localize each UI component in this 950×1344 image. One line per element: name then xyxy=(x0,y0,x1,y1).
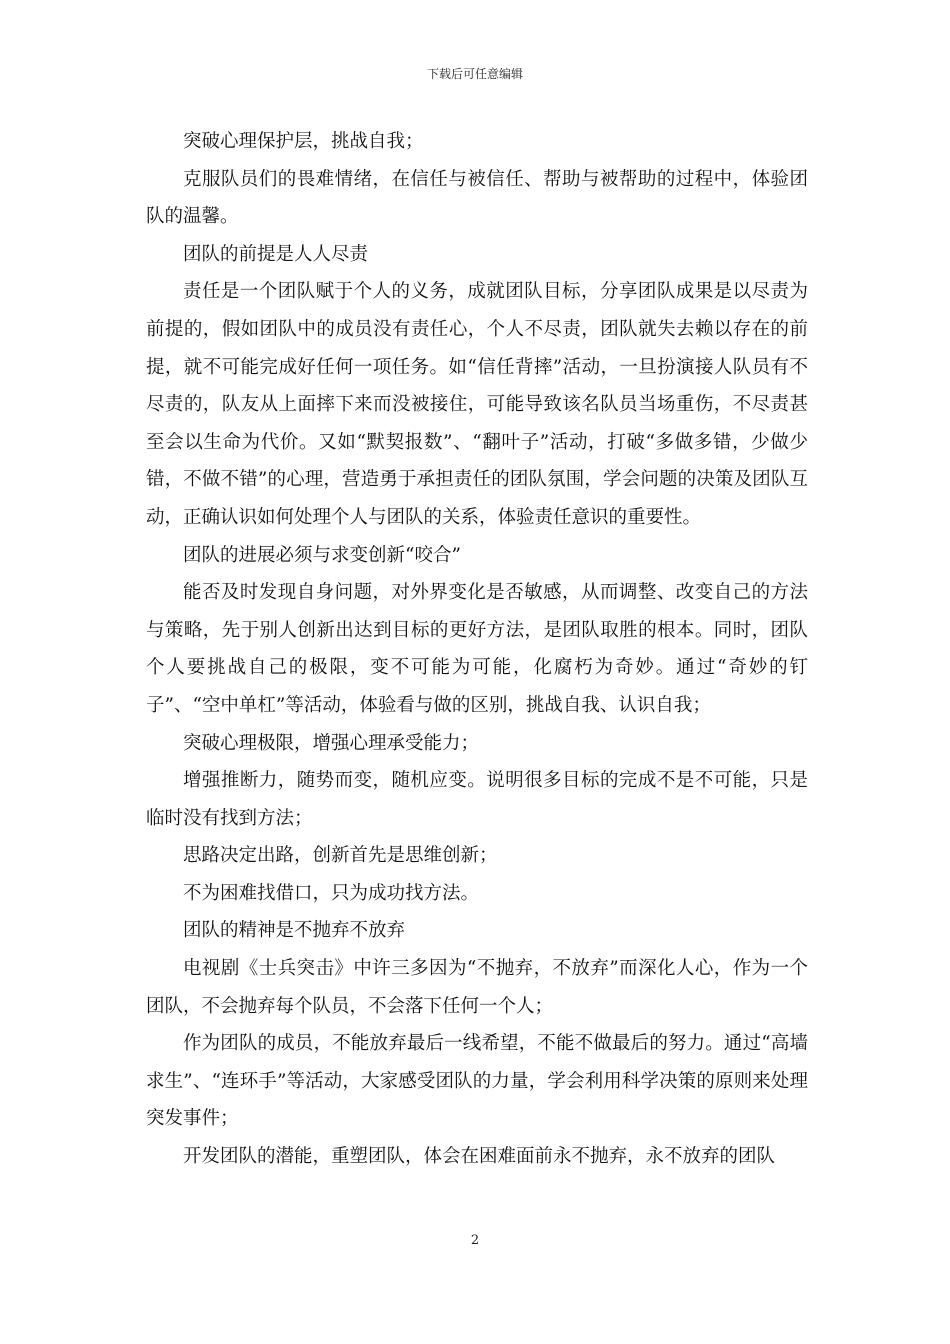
paragraph-1: 突破心理保护层，挑战自我； xyxy=(183,131,424,152)
section-heading-innovation: 团队的进展必须与求变创新“咬合” xyxy=(183,544,461,566)
paragraph-8: 增强推断力，随势而变，随机应变。说明很多目标的完成不是不可能，只是临时没有找到方法； xyxy=(146,770,808,829)
paragraph-9: 思路决定出路，创新首先是思维创新； xyxy=(183,845,498,867)
paragraph-13: 作为团队的成员，不能放弃最后一线希望，不能不做最后的努力。通过“高墙求生”、“连环手”等活动，大家感受团队的力量，学会利用科学决策的原则来处理突发事件； xyxy=(146,1033,808,1130)
document-body xyxy=(146,123,808,1176)
page-number: 2 xyxy=(470,1233,480,1248)
paragraph-4: 责任是一个团队赋于个人的义务，成就团队目标，分享团队成果是以尽责为前提的，假如团队中的成员没有责任心，个人不尽责，团队就失去赖以存在的前提，就不可能完成好任何一项任务。如“信任背摔”活动，一旦扮演接人队员有不尽责的，队友从上面摔下来而没被接住，可能导致该名队员当场重伤，不尽责甚至会以生命为代价。又如“默契报数”、“翻叶子”活动，打破“多做多错，少做少错，不做不错”的心理，营造勇于承担责任的团队氛围，学会问题的决策及团队互动，正确认识如何处理个人与团队的关系，体验责任意识的重要性。 xyxy=(146,281,808,528)
section-heading-responsibility: 团队的前提是人人尽责 xyxy=(183,243,369,265)
paragraph-12: 电视剧《士兵突击》中许三多因为“不抛弃，不放弃”而深化人心，作为一个团队，不会抛弃每个队员，不会落下任何一个人； xyxy=(146,958,808,1017)
paragraph-14: 开发团队的潜能，重塑团队，体会在困难面前永不抛弃，永不放弃的团队 xyxy=(183,1146,776,1168)
paragraph-6: 能否及时发现自身问题，对外界变化是否敏感，从而调整、改变自己的方法与策略，先于别人创新出达到目标的更好方法，是团队取胜的根本。同时，团队个人要挑战自己的极限，变不可能为可能，化腐朽为奇妙。通过“奇妙的钉子”、“空中单杠”等活动，体验看与做的区别，挑战自我、认识自我； xyxy=(146,582,808,716)
page-header: 下载后可任意编辑 xyxy=(426,67,523,81)
paragraph-7: 突破心理极限，增强心理承受能力； xyxy=(183,732,480,754)
paragraph-10: 不为困难找借口，只为成功找方法。 xyxy=(183,882,480,904)
paragraph-2: 克服队员们的畏难情绪，在信任与被信任、帮助与被帮助的过程中，体验团队的温馨。 xyxy=(146,168,808,228)
section-heading-spirit: 团队的精神是不抛弃不放弃 xyxy=(183,920,406,942)
